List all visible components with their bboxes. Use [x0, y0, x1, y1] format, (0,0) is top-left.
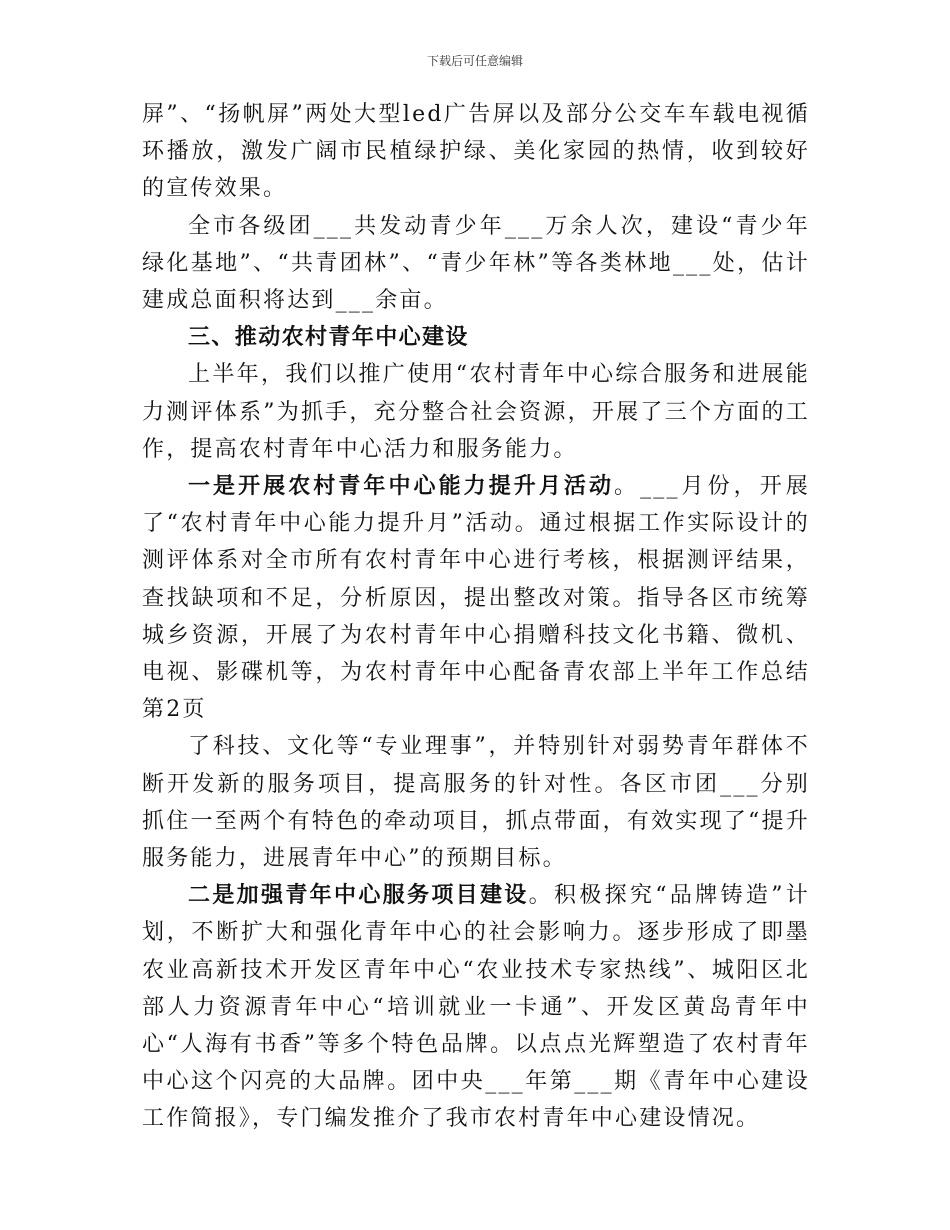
paragraph-service-projects	[142, 877, 810, 1137]
paragraph-capability-month	[142, 468, 810, 728]
paragraph-first-half-year: 上半年，我们以推广使用“农村青年中心综合服务和进展能力测评体系”为抓手，充分整合社会资源，开展了三个方面的工作，提高农村青年中心活力和服务能力。	[142, 362, 810, 462]
paragraph-body-capability-month: 。___月份，开展了“农村青年中心能力提升月”活动。通过根据工作实际设计的测评体系对全市所有农村青年中心进行考核，根据测评结果，查找缺项和不足，分析原因，提出整改对策。指导各区市统筹城乡资源，开展了为农村青年中心捐赠科技文化书籍、微机、电视、影碟机等，为农村青年中心配备青农部上半年工作总结第2页	[142, 474, 810, 723]
paragraph-ad-screens: 屏”、“扬帆屏”两处大型led广告屏以及部分公交车车载电视循环播放，激发广阔市民植绿护绿、美化家园的热情，收到较好的宣传效果。	[142, 102, 810, 202]
paragraph-professional-directors: 了科技、文化等“专业理事”，并特别针对弱势青年群体不断开发新的服务项目，提高服务的针对性。各区市团___分别抓住一至两个有特色的牵动项目，抓点带面，有效实现了“提升服务能力，进展青年中心”的预期目标。	[142, 734, 810, 872]
paragraph-body-service-projects: 。积极探究“品牌铸造”计划，不断扩大和强化青年中心的社会影响力。逐步形成了即墨农业高新技术开发区青年中心“农业技术专家热线”、城阳区北部人力资源青年中心“培训就业一卡通”、开发区黄岛青年中心“人海有书香”等多个特色品牌。以点点光辉塑造了农村青年中心这个闪亮的大品牌。团中央___年第___期《青年中心建设工作简报》，专门编发推介了我市农村青年中心建设情况。	[142, 883, 810, 1132]
paragraph-lead-service-projects: 二是加强青年中心服务项目建设	[188, 883, 529, 909]
paragraph-lead-capability-month: 一是开展农村青年中心能力提升月活动	[188, 474, 615, 500]
paragraph-youth-mobilization: 全市各级团___共发动青少年___万余人次，建设“青少年绿化基地”、“共青团林”、“青少年林”等各类林地___处，估计建成总面积将达到___余亩。	[142, 213, 810, 314]
document-body	[142, 96, 810, 1138]
page-header: 下载后可任意编辑	[426, 54, 523, 68]
section-heading: 三、推动农村青年中心建设	[188, 325, 469, 351]
